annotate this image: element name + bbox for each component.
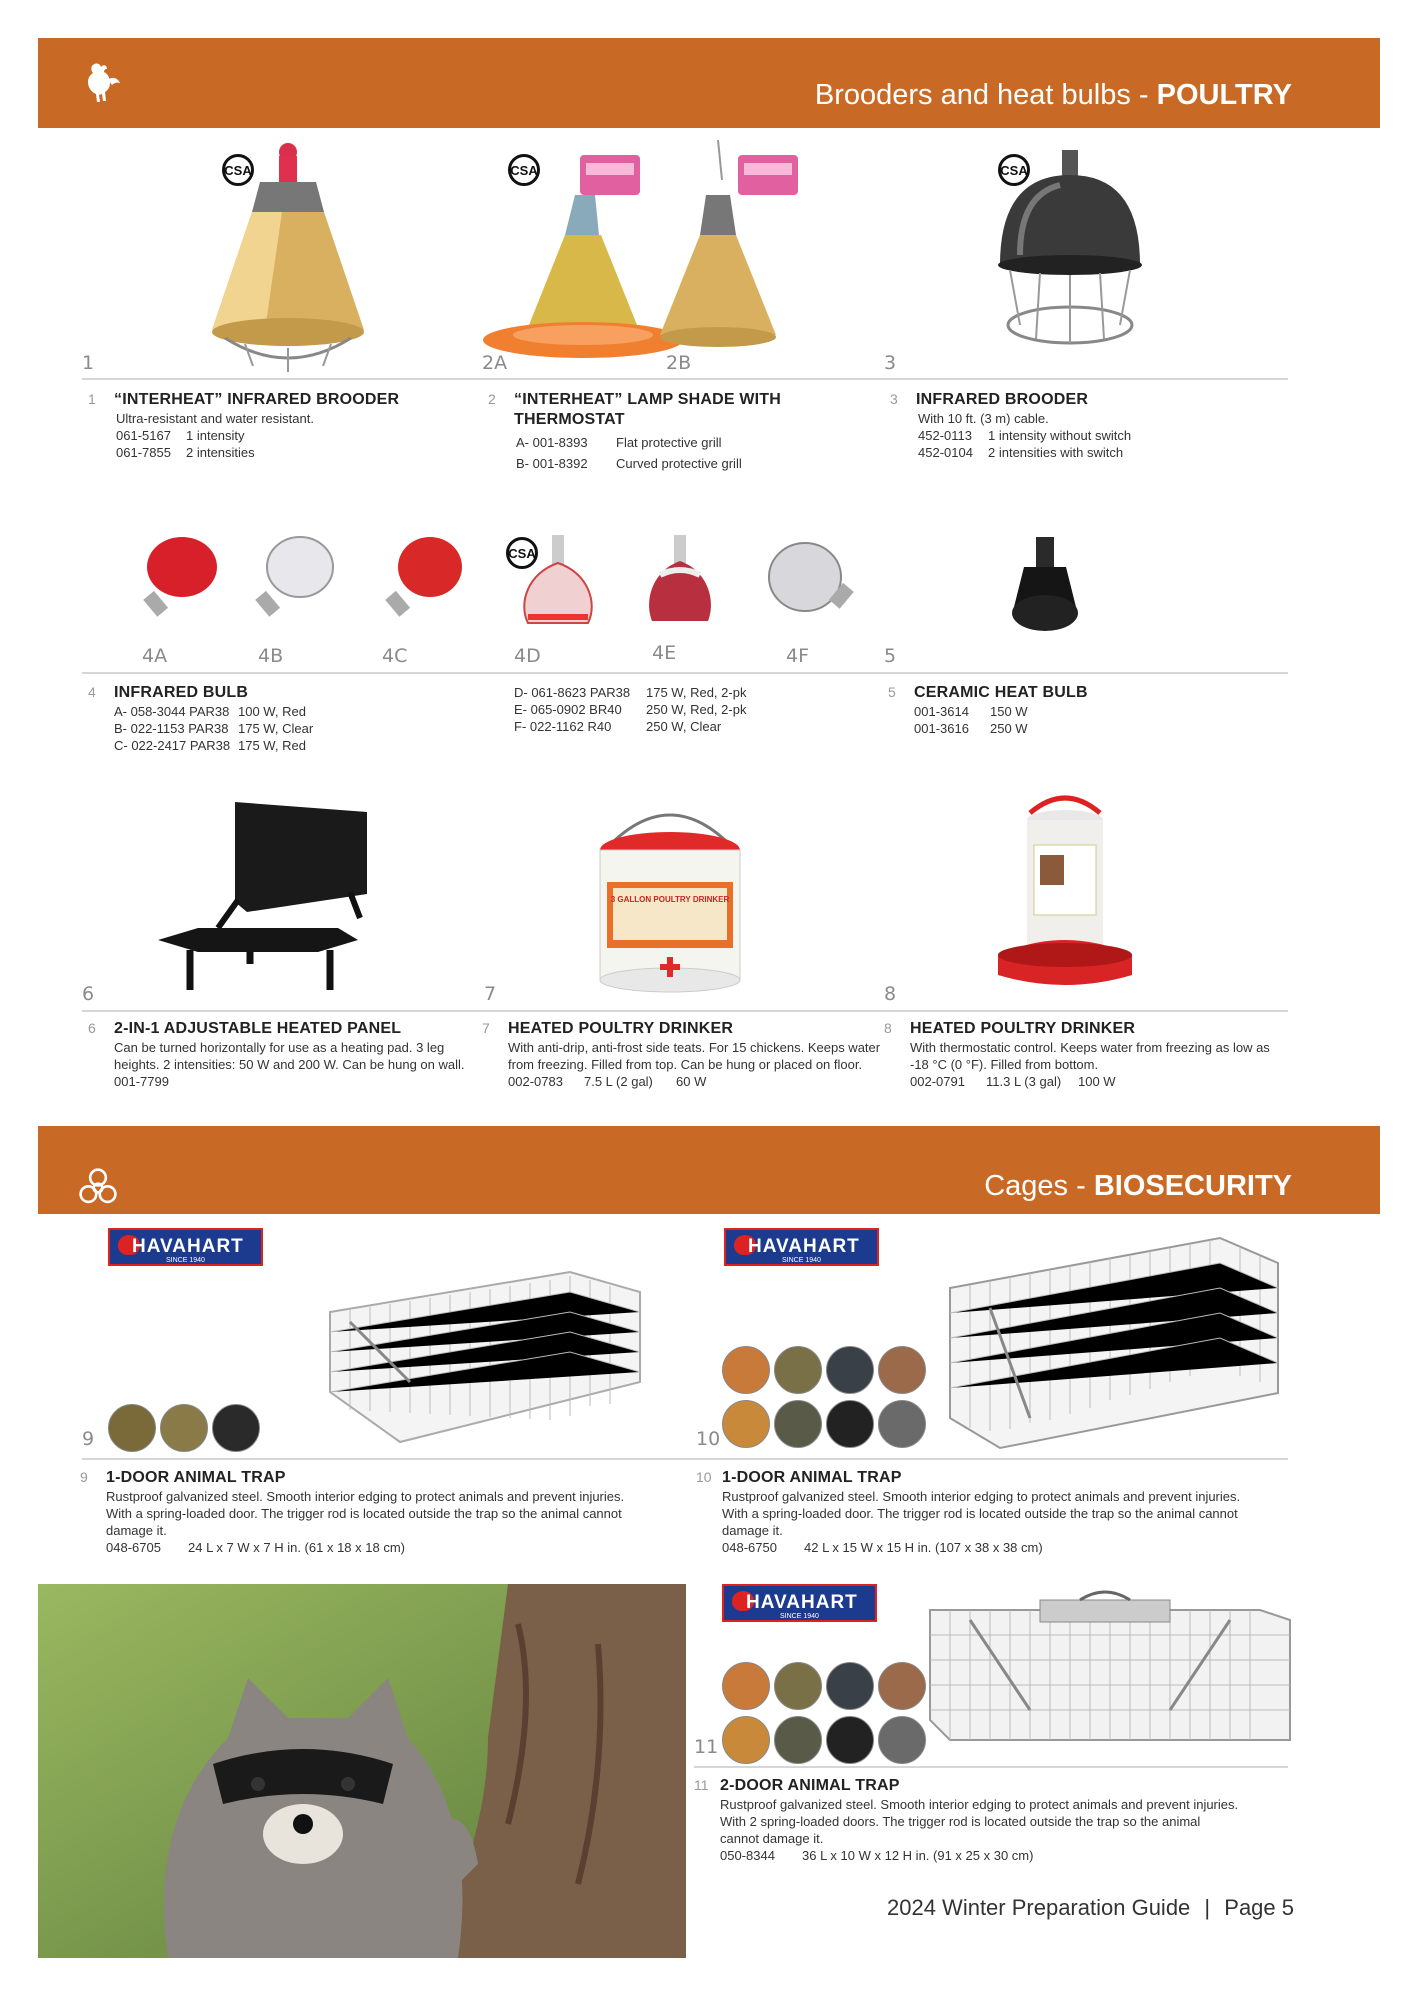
animal-photo <box>722 1662 770 1710</box>
image-label: 4D <box>514 645 541 667</box>
trap-10: 10 1-DOOR ANIMAL TRAP Rustproof galvanized steel. Smooth interior edging to protect animals and prevent injuries. With a spring-loaded door. The trigger rod is located outside the trap so the animal cannot damage it. 048-6750 42 L x 15 W x 15 H in. (107 x 38 x 38 cm) <box>696 1469 1241 1555</box>
divider <box>694 1766 1288 1768</box>
animal-photo <box>878 1400 926 1448</box>
animal-photo <box>878 1662 926 1710</box>
image-label: 6 <box>82 983 95 1005</box>
csa-mark: CSA <box>222 154 254 186</box>
ceramic-heat-bulb-image <box>1010 535 1080 640</box>
heated-poultry-drinker-bottom-fill-image <box>990 785 1140 1000</box>
image-label: 4F <box>786 645 810 667</box>
animal-photo <box>212 1404 260 1452</box>
product-6: 6 2-IN-1 ADJUSTABLE HEATED PANEL Can be turned horizontally for use as a heating pad. 3 leg heights. 2 intensities: 50 W and 200 W. Can be hung on wall. 001-7799 <box>114 1019 486 1090</box>
divider <box>82 1010 1288 1012</box>
product-title: 2-IN-1 ADJUSTABLE HEATED PANEL <box>114 1020 402 1037</box>
image-label: 4C <box>382 645 408 667</box>
image-label: 4A <box>142 645 168 667</box>
animal-photo <box>878 1716 926 1764</box>
csa-mark: CSA <box>998 154 1030 186</box>
animal-photo <box>826 1400 874 1448</box>
interheat-brooder-lamp-image <box>205 140 365 370</box>
animal-photo <box>774 1716 822 1764</box>
animal-photo <box>774 1346 822 1394</box>
product-5: 5 CERAMIC HEAT BULB 001-3614 150 W 001-3616 250 W <box>914 683 1274 737</box>
drinker-label-text: 3 GALLON POULTRY DRINKER <box>610 895 730 904</box>
product-title: 2-DOOR ANIMAL TRAP <box>720 1777 900 1794</box>
image-label: 8 <box>884 983 897 1005</box>
product-title: INFRARED BROODER <box>916 391 1089 408</box>
animal-photo <box>160 1404 208 1452</box>
animal-photo <box>722 1400 770 1448</box>
image-label: 11 <box>694 1736 719 1758</box>
csa-mark: CSA <box>506 537 538 569</box>
animal-photo <box>722 1346 770 1394</box>
image-label: 1 <box>82 352 95 374</box>
heated-poultry-drinker-top-fill-image <box>595 790 745 1000</box>
product-4: 4 INFRARED BULB A- 058-3044 PAR38 100 W, Red B- 022-1153 PAR38 175 W, Clear C- 022-2417 PAR38 175 W, Red <box>114 683 494 754</box>
product-1: 1 “INTERHEAT” INFRARED BROODER Ultra-resistant and water resistant. 061-5167 1 intensity 061-7855 2 intensities <box>114 390 474 461</box>
product-code: 001-7799 <box>114 1074 169 1089</box>
infrared-brooder-black-image <box>980 145 1160 365</box>
havahart-logo: HAVAHART SINCE 1940 <box>724 1228 879 1266</box>
product-desc: Ultra-resistant and water resistant. <box>116 411 314 426</box>
product-7: 7 HEATED POULTRY DRINKER With anti-drip, anti-frost side teats. For 15 chickens. Keeps water from freezing. Filled from top. Can be hung or placed on floor. 002-0783 7.5 L (2 gal) 60 W <box>508 1019 886 1090</box>
trap-9-image <box>330 1262 640 1442</box>
trap-11-image <box>930 1590 1290 1760</box>
trap-11: 11 2-DOOR ANIMAL TRAP Rustproof galvanized steel. Smooth interior edging to protect animals and prevent injuries. With 2 spring-loaded doors. The trigger rod is located outside the trap so the animal cannot damage it. 050-8344 36 L x 10 W x 12 H in. (91 x 25 x 30 cm) <box>694 1777 1239 1863</box>
divider <box>82 1458 1288 1460</box>
product-title: HEATED POULTRY DRINKER <box>910 1020 1136 1037</box>
image-label: 2B <box>666 352 692 374</box>
rooster-icon <box>78 60 124 106</box>
animal-photo <box>774 1400 822 1448</box>
trap-9: 9 1-DOOR ANIMAL TRAP Rustproof galvanized steel. Smooth interior edging to protect animals and prevent injuries. With a spring-loaded door. The trigger rod is located outside the trap so the animal cannot damage it. 048-6705 24 L x 7 W x 7 H in. (61 x 18 x 18 cm) <box>80 1469 625 1555</box>
product-2: 2 “INTERHEAT” LAMP SHADE WITH THERMOSTAT A- 001-8393 Flat protective grill B- 001-8392 Curved protective grill <box>514 390 894 474</box>
footer-separator: | <box>1204 1895 1211 1920</box>
divider <box>82 378 1288 380</box>
csa-mark: CSA <box>508 154 540 186</box>
animal-photo <box>826 1716 874 1764</box>
product-desc: With anti-drip, anti-frost side teats. For 15 chickens. Keeps water from freezing. Filled from top. Can be hung or placed on floor. <box>508 1040 881 1072</box>
product-4-continued: D- 061-8623 PAR38 175 W, Red, 2-pk E- 065-0902 BR40 250 W, Red, 2-pk F- 022-1162 R40 250 W, Clear <box>514 685 747 734</box>
animal-photo <box>108 1404 156 1452</box>
product-title: HEATED POULTRY DRINKER <box>508 1020 734 1037</box>
product-title: 1-DOOR ANIMAL TRAP <box>722 1469 902 1486</box>
heated-panel-image <box>150 800 380 1000</box>
animal-photo <box>826 1662 874 1710</box>
biohazard-icon <box>78 1168 118 1208</box>
animal-photo <box>722 1716 770 1764</box>
product-desc: Rustproof galvanized steel. Smooth interior edging to protect animals and prevent injuries. With a spring-loaded door. The trigger rod is located outside the trap so the animal cannot damage it. <box>722 1489 1241 1538</box>
havahart-logo: HAVAHART SINCE 1940 <box>108 1228 263 1266</box>
product-desc: With thermostatic control. Keeps water from freezing as low as -18 °C (0 °F). Filled from bottom. <box>910 1040 1270 1072</box>
lamp-shade-thermostat-image <box>480 135 830 365</box>
image-label: 5 <box>884 645 897 667</box>
page-footer <box>887 1895 1294 1921</box>
image-label: 3 <box>884 352 897 374</box>
product-8: 8 HEATED POULTRY DRINKER With thermostatic control. Keeps water from freezing as low as -18 °C (0 °F). Filled from bottom. 002-0791 11.3 L (3 gal) 100 W <box>910 1019 1290 1090</box>
poultry-section-title: Brooders and heat bulbs - POULTRY <box>814 79 1292 111</box>
image-label: 4B <box>258 645 284 667</box>
product-title: “INTERHEAT” INFRARED BROODER <box>114 391 400 408</box>
product-desc: With 10 ft. (3 m) cable. <box>918 411 1049 426</box>
animal-photo <box>826 1346 874 1394</box>
image-label: 4E <box>652 642 677 664</box>
guide-title: 2024 Winter Preparation Guide <box>887 1895 1191 1920</box>
product-desc: Rustproof galvanized steel. Smooth interior edging to protect animals and prevent injuries. With a spring-loaded door. The trigger rod is located outside the trap so the animal cannot damage it. <box>106 1489 625 1538</box>
biosecurity-banner <box>38 1126 1380 1214</box>
product-desc: Rustproof galvanized steel. Smooth interior edging to protect animals and prevent injuries. With 2 spring-loaded doors. The trigger rod is located outside the trap so the animal cannot damage it. <box>720 1797 1239 1846</box>
trap-10-image <box>950 1228 1280 1458</box>
divider <box>82 672 1288 674</box>
product-title: CERAMIC HEAT BULB <box>914 684 1088 701</box>
havahart-logo: HAVAHART SINCE 1940 <box>722 1584 877 1622</box>
image-label: 7 <box>484 983 497 1005</box>
image-label: 9 <box>82 1428 95 1450</box>
infrared-bulbs-image <box>140 525 860 635</box>
product-3: 3 INFRARED BROODER With 10 ft. (3 m) cable. 452-0113 1 intensity without switch 452-0104 2 intensities with switch <box>916 390 1276 461</box>
product-desc: Can be turned horizontally for use as a heating pad. 3 leg heights. 2 intensities: 50 W and 200 W. Can be hung on wall. <box>114 1040 465 1072</box>
product-title: “INTERHEAT” LAMP SHADE WITH THERMOSTAT <box>514 391 782 428</box>
raccoon-photo <box>38 1584 686 1958</box>
image-label: 2A <box>482 352 508 374</box>
page-number: Page 5 <box>1224 1895 1294 1920</box>
image-label: 10 <box>696 1428 721 1450</box>
poultry-banner <box>38 38 1380 128</box>
product-title: INFRARED BULB <box>114 684 249 701</box>
animal-photo <box>774 1662 822 1710</box>
product-title: 1-DOOR ANIMAL TRAP <box>106 1469 286 1486</box>
animal-photo <box>878 1346 926 1394</box>
biosecurity-section-title: Cages - BIOSECURITY <box>984 1170 1292 1202</box>
